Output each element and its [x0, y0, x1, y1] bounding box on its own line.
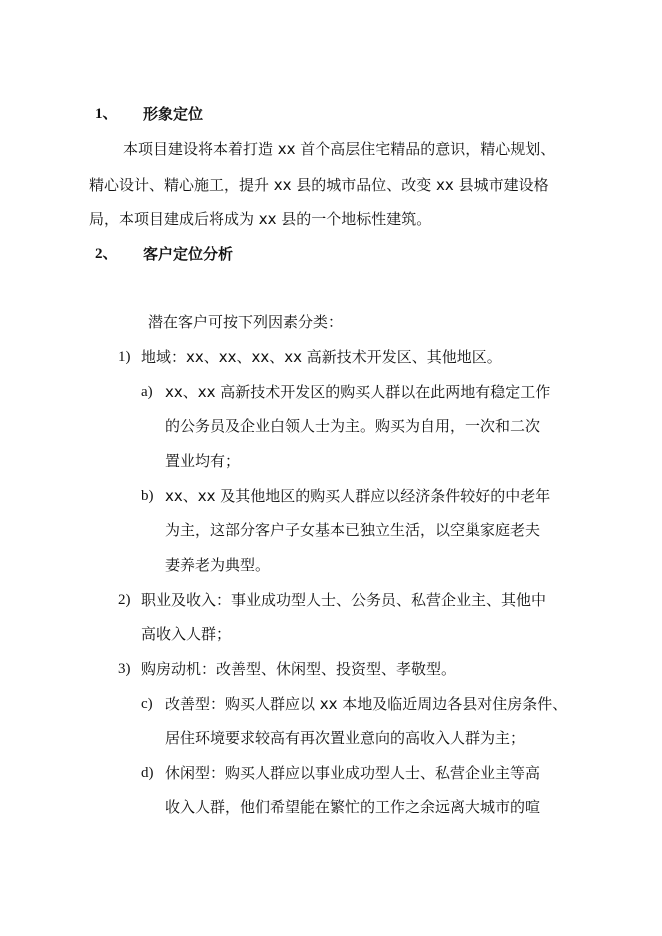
section1-line-1: 本项目建设将本着打造 xx 首个高层住宅精品的意识，精心规划、	[123, 140, 556, 158]
subitem-b-line-1: xx、xx 及其他地区的购买人群应以经济条件较好的中老年	[165, 487, 551, 505]
section1-title: 形象定位	[143, 105, 204, 123]
subitem-a-marker: a)	[141, 384, 153, 400]
section2-number: 2、	[95, 246, 118, 262]
item1-marker: 1)	[118, 349, 131, 365]
subitem-d-marker: d)	[141, 765, 154, 781]
section2-title: 客户定位分析	[143, 245, 234, 263]
subitem-c-line-1: 改善型：购买人群应以 xx 本地及临近周边各县对住房条件、	[165, 695, 568, 713]
item2-marker: 2)	[118, 592, 131, 608]
item2-line-2: 高收入人群；	[141, 625, 232, 643]
item3-marker: 3)	[118, 661, 131, 677]
subitem-c-marker: c)	[141, 696, 153, 712]
subitem-b-line-3: 妻养老为典型。	[165, 556, 271, 574]
section1-line-2: 精心设计、精心施工，提升 xx 县的城市品位、改变 xx 县城市建设格	[89, 176, 549, 194]
subitem-d-line-1: 休闲型：购买人群应以事业成功型人士、私营企业主等高	[165, 764, 541, 782]
section1-line-3: 局，本项目建成后将成为 xx 县的一个地标性建筑。	[89, 210, 432, 228]
subitem-b-marker: b)	[141, 488, 154, 504]
subitem-a-line-2: 的公务员及企业白领人士为主。购买为自用，一次和二次	[165, 417, 541, 435]
section1-number: 1、	[95, 106, 118, 122]
section2-intro: 潜在客户可按下列因素分类：	[148, 313, 344, 331]
item2-line-1: 职业及收入：事业成功型人士、公务员、私营企业主、其他中	[141, 591, 547, 609]
item1-line-1: 地域：xx、xx、xx、xx 高新技术开发区、其他地区。	[141, 348, 502, 366]
subitem-d-line-2: 收入人群，他们希望能在繁忙的工作之余远离大城市的喧	[165, 798, 541, 816]
subitem-a-line-1: xx、xx 高新技术开发区的购买人群以在此两地有稳定工作	[165, 383, 551, 401]
item3-line-1: 购房动机：改善型、休闲型、投资型、孝敬型。	[141, 660, 457, 678]
subitem-b-line-2: 为主，这部分客户子女基本已独立生活，以空巢家庭老夫	[165, 521, 541, 539]
subitem-c-line-2: 居住环境要求较高有再次置业意向的高收入人群为主；	[165, 729, 526, 747]
subitem-a-line-3: 置业均有；	[165, 452, 241, 470]
